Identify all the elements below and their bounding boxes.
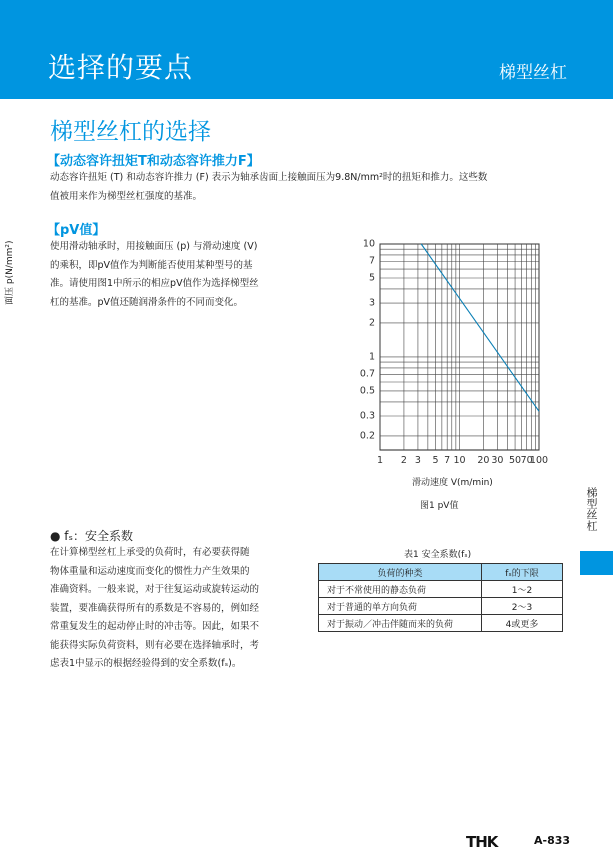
x-tick-label: 20 (477, 455, 490, 466)
page-number: A-833 (534, 834, 571, 847)
x-tick-label: 1 (376, 455, 384, 466)
y-tick-label: 2 (368, 317, 375, 329)
side-category-label: 梯型丝杠 (585, 487, 598, 531)
y-tick-label: 0.2 (359, 430, 375, 442)
text-line: 物体重量和运动速度而变化的惯性力产生效果的 (50, 565, 250, 577)
y-tick-label: 7 (368, 255, 375, 267)
heading-pv: 【pV值】 (47, 223, 106, 238)
x-tick-label: 7 (444, 455, 451, 466)
text-line: 使用滑动轴承时，用接触面压 (p) 与滑动速度 (V) (50, 241, 258, 252)
x-tick-label: 5 (432, 455, 439, 466)
table-row (319, 598, 563, 615)
x-tick-label: 2 (400, 455, 407, 466)
text-line: 准确资料。一般来说，对于往复运动或旋转运动的 (50, 584, 260, 595)
table-caption: 表1 安全系数(fₛ) (404, 550, 472, 560)
table-cell: 1～2 (482, 581, 563, 598)
text-line: 能获得实际负荷资料，则有必要在选择轴承时，考 (50, 639, 260, 651)
x-tick-label: 70 (520, 455, 533, 466)
text-line: 准。请使用图1中所示的相应pV值作为选择梯型丝 (50, 278, 259, 289)
page-header (0, 0, 613, 99)
x-tick-label: 3 (414, 455, 421, 466)
table-header-cell: 负荷的种类 (319, 564, 482, 581)
side-tab-marker (580, 551, 613, 575)
header-category: 梯型丝杠 (499, 63, 567, 83)
text-line: 装置，要准确获得所有的系数是不容易的，例如经 (50, 602, 260, 614)
text-line: 的乘积，即pV值作为判断能否使用某种型号的基 (50, 259, 253, 271)
x-axis-label: 滑动速度 V(m/min) (412, 478, 493, 488)
x-tick-label: 50 (509, 455, 522, 466)
header-title: 选择的要点 (48, 51, 194, 84)
paragraph-dynamic-torque (50, 169, 580, 206)
table-cell: 2～3 (482, 598, 563, 615)
table-header-cell: fₛ的下限 (482, 564, 563, 581)
text-line: 动态容许扭矩 (T) 和动态容许推力 (F) 表示为轴承齿面上接触面压为9.8N/mm²时的扭矩和推力。这些数 (50, 172, 488, 183)
paragraph-safety-factor (50, 544, 305, 674)
text-line: 杠的基准。pV值还随润滑条件的不同而变化。 (50, 296, 244, 308)
figure-caption: 图1 pV值 (420, 501, 459, 511)
text-line: 虑表1中显示的根据经验得到的安全系数(fₛ)。 (50, 658, 242, 669)
y-tick-label: 3 (368, 297, 375, 309)
table-cell: 对于不常使用的静态负荷 (319, 581, 482, 598)
table-cell: 4或更多 (482, 615, 563, 632)
section-title: 梯型丝杠的选择 (50, 119, 211, 145)
table-row (319, 581, 563, 598)
paragraph-pv (50, 238, 305, 312)
heading-dynamic-torque: 【动态容许扭矩T和动态容许推力F】 (47, 154, 260, 169)
table-row (319, 615, 563, 632)
table-cell: 对于振动／冲击伴随而来的负荷 (319, 615, 482, 632)
y-tick-label: 0.5 (359, 385, 375, 397)
pv-chart (334, 236, 554, 516)
y-tick-label: 0.3 (359, 410, 375, 422)
safety-factor-table (318, 563, 563, 632)
y-tick-label: 5 (368, 272, 375, 284)
y-tick-label: 1 (368, 351, 375, 363)
thk-logo: THK (466, 833, 498, 851)
y-axis-label: 面压 p(N/mm²) (5, 240, 15, 305)
text-line: 在计算梯型丝杠上承受的负荷时，有必要获得随 (50, 547, 250, 558)
text-line: 值被用来作为梯型丝杠强度的基准。 (50, 190, 203, 202)
table-cell: 对于普通的单方向负荷 (319, 598, 482, 615)
x-tick-label: 100 (529, 455, 549, 466)
y-tick-label: 0.7 (359, 368, 375, 380)
table-header-row (319, 564, 563, 581)
x-tick-label: 10 (453, 455, 466, 466)
y-tick-label: 10 (362, 238, 375, 250)
x-tick-label: 30 (491, 455, 504, 466)
text-line: 常重复发生的起动停止时的冲击等。因此，如果不 (50, 621, 260, 632)
heading-safety-factor: ● fₛ：安全系数 (50, 529, 133, 543)
